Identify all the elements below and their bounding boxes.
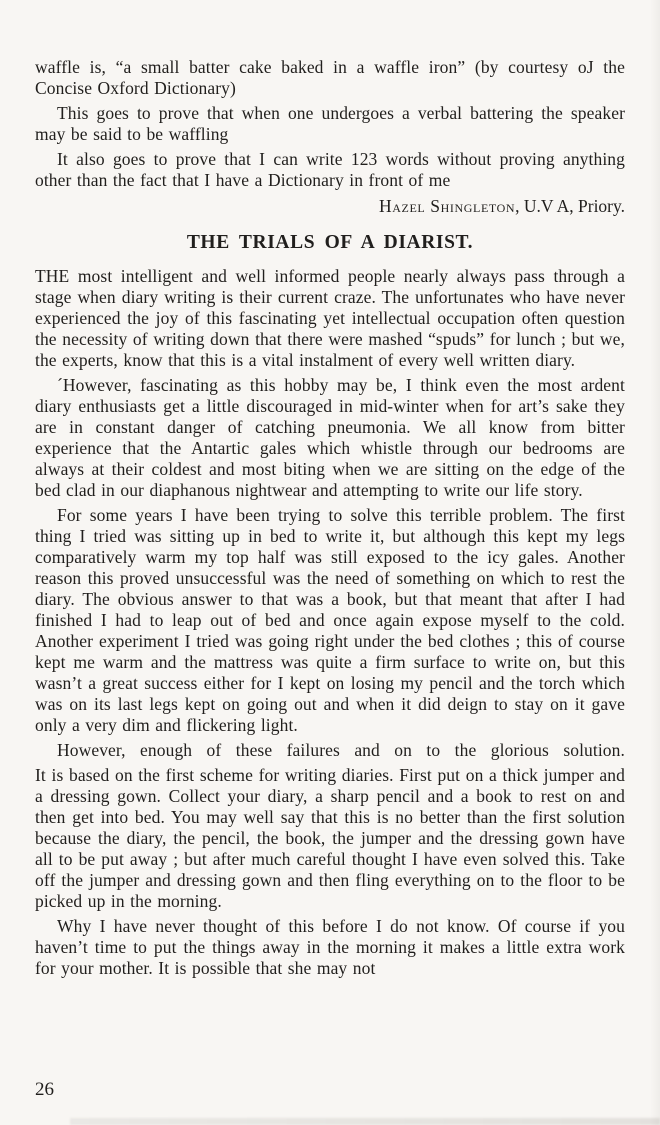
page-number: 26 bbox=[35, 1079, 54, 1100]
intro-section bbox=[35, 57, 625, 217]
article-paragraph: For some years I have been trying to solve this terrible problem. The first thing I tried was sitting up in bed to write it, but although this kept my legs comparatively warm my top half was still exposed to the icy gales. Another reason this proved unsuccessful was the need of something on which to rest the diary. The obvious answer to that was a book, but that meant that after I had finished I had to leap out of bed and once again expose myself to the cold. Another experiment I tried was going right under the bed clothes ; this of course kept me warm and the mattress was quite a firm surface to write on, but this wasn’t a great success either for I kept on losing my pencil and the torch which was on its last legs kept on going out and when it did deign to stay on it gave only a very dim and flickering light. bbox=[35, 505, 625, 735]
intro-paragraph: It also goes to prove that I can write 123 words without proving anything other than the fact that I have a Dictionary in front of me bbox=[35, 149, 625, 190]
author-affiliation: , U.V A, Priory. bbox=[515, 196, 625, 216]
article-paragraph: It is based on the first scheme for writing diaries. First put on a thick jumper and a dressing gown. Collect your diary, a sharp pencil and a book to rest on and then get into bed. You may well say that this is no better than the first solution because the diary, the pencil, the book, the jumper and the dressing gown have all to be put away ; but after much careful thought I have even solved this. Take off the jumper and dressing gown and then fling everything on to the floor to be picked up in the morning. bbox=[35, 765, 625, 911]
article-paragraph: THE most intelligent and well informed people nearly always pass through a stage when diary writing is their current craze. The unfortunates who have never experienced the joy of this fascinating yet intellectual occupation often question the necessity of writing down that there were mashed “spuds” for lunch ; but we, the experts, know that this is a vital instalment of every well written diary. bbox=[35, 266, 625, 370]
article-paragraph: ´However, fascinating as this hobby may be, I think even the most ardent diary enthusiasts get a little discouraged in mid-winter when for art’s sake they are in constant danger of catching pneumonia. We all know from bitter experience that the Antartic gales which whistle through our bedrooms are always at their coldest and most biting when we are sitting on the edge of the bed clad in our diaphanous nightwear and attempting to write our life story. bbox=[35, 375, 625, 500]
article-paragraph: However, enough of these failures and on to the glorious solution. bbox=[57, 740, 625, 760]
author-name: Hazel Shingleton bbox=[379, 196, 516, 216]
author-signature bbox=[35, 196, 625, 217]
intro-paragraph: This goes to prove that when one undergoes a verbal battering the speaker may be said to be waffling bbox=[35, 103, 625, 144]
article-paragraph: Why I have never thought of this before I do not know. Of course if you haven’t time to put the things away in the morning it makes a little extra work for your mother. It is possible that she may not bbox=[35, 916, 625, 978]
scan-artifact-bottom-edge bbox=[70, 1118, 660, 1125]
article-section bbox=[35, 232, 625, 979]
article-title: THE TRIALS OF A DIARIST. bbox=[186, 232, 474, 253]
scan-artifact-right-edge bbox=[650, 0, 660, 1125]
intro-paragraph: waffle is, “a small batter cake baked in a waffle iron” (by courtesy oJ the Concise Oxford Dictionary) bbox=[35, 57, 625, 98]
